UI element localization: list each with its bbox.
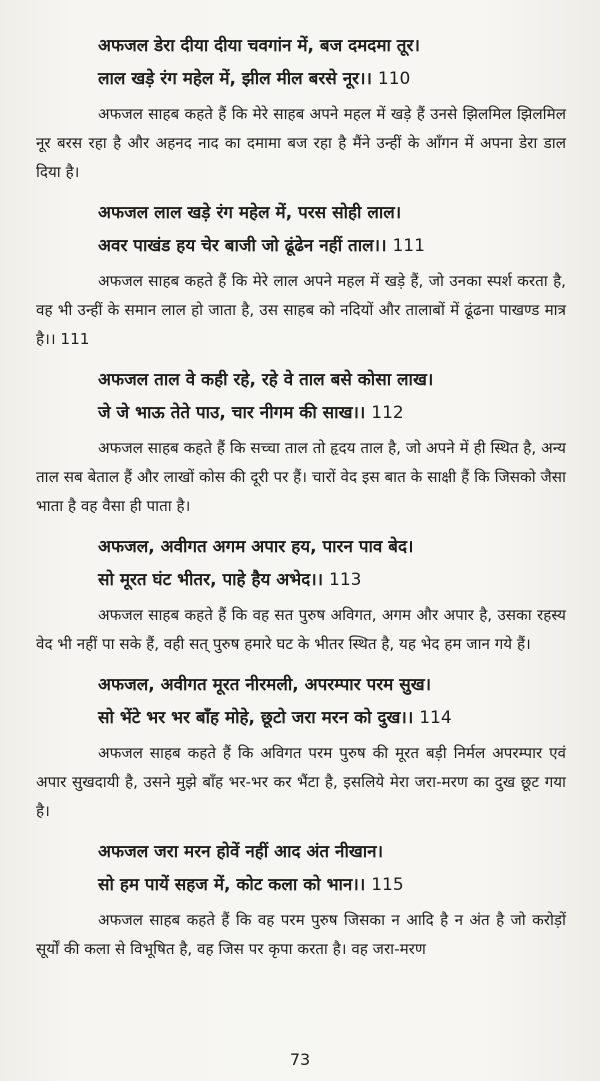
verse-line: जे जे भाऊ तेते पाउ, चार नीगम की साख।। 112 — [98, 403, 404, 423]
verse-number: 114 — [419, 708, 452, 728]
verse-block-114 — [36, 669, 566, 826]
verse-block-113 — [36, 531, 566, 659]
verse-number: 112 — [371, 403, 404, 423]
commentary-paragraph: अफजल साहब कहते हैं कि मेरे साहब अपने महल में खड़े हैं उनसे झिलमिल झिलमिल नूर बरस रहा है और अहनद नाद का दमामा बज रहा है मैंने उन्हीं के आँगन में अपना डेरा डाल दिया है। — [36, 105, 566, 181]
verse-number: 115 — [371, 875, 404, 895]
verse-block-115 — [36, 836, 566, 964]
page-content — [36, 30, 566, 974]
commentary-paragraph: अफजल साहब कहते हैं कि वह परम पुरुष जिसका न आदि है न अंत है जो करोड़ों सूर्यों की कला से विभूषित है, वह जिस पर कृपा करता है। वह जरा-मरण — [36, 911, 566, 958]
verse-line: अफजल ताल वे कही रहे, रहे वे ताल बसे कोसा लाख। — [98, 370, 434, 390]
verse-line: सो भेंटे भर भर बाँह मोहे, छूटो जरा मरन को दुख।। 114 — [98, 708, 452, 728]
verse-number: 111 — [392, 236, 425, 256]
commentary-paragraph: अफजल साहब कहते हैं कि सच्चा ताल तो हृदय ताल है, जो अपने में ही स्थित है, अन्य ताल सब बेताल हैं और लाखों कोस की दूरी पर हैं। चारों वेद इस बात के साक्षी हैं कि जिसको जैसा भाता है वह वैसा ही पाता है। — [36, 439, 566, 515]
verse-number: 110 — [377, 69, 411, 89]
commentary-paragraph: अफजल साहब कहते हैं कि वह सत पुरुष अविगत, अगम और अपार है, उसका रहस्य वेद भी नहीं पा सके हैं, वही सत् पुरुष हमारे घट के भीतर स्थित है, यह भेद हम जान गये हैं। — [36, 606, 566, 653]
commentary-paragraph: अफजल साहब कहते हैं कि अविगत परम पुरुष की मूरत बड़ी निर्मल अपरम्पार एवं अपार सुखदायी है, उसने मुझे बाँह भर-भर कर भैंटा है, इसलिये मेरा जरा-मरण का दुख छूट गया है। — [36, 744, 566, 820]
verse-block-112 — [36, 364, 566, 521]
verse-block-111 — [36, 197, 566, 354]
page-number: 73 — [289, 1050, 311, 1069]
verse-line: लाल खड़े रंग महेल में, झील मील बरसे नूर।। 110 — [98, 69, 411, 89]
verse-line: अफजल लाल खड़े रंग महेल में, परस सोही लाल। — [98, 203, 402, 223]
verse-line: सो मूरत घंट भीतर, पाहे हैय अभेद।। 113 — [98, 570, 362, 590]
verse-line: अफजल जरा मरन होवें नहीं आद अंत नीखान। — [98, 842, 384, 862]
verse-line: अवर पाखंड हय चेर बाजी जो ढूंढेन नहीं ताल।। 111 — [98, 236, 425, 256]
verse-line: अफजल, अवीगत अगम अपार हय, पारन पाव बेद। — [98, 537, 414, 557]
verse-number: 113 — [329, 570, 362, 590]
verse-line: सो हम पायें सहज में, कोट कला को भान।। 115 — [98, 875, 404, 895]
commentary-paragraph: अफजल साहब कहते हैं कि मेरे लाल अपने महल में खड़े हैं, जो उनका स्पर्श करता है, वह भी उन्हीं के समान लाल हो जाता है, उस साहब को नदियों और तालाबों में ढूंढना पाखण्ड मात्र है।। 111 — [36, 272, 566, 348]
verse-line: अफजल डेरा दीया दीया चवगांन में, बज दमदमा तूर। — [98, 36, 420, 56]
verse-block-110 — [36, 30, 566, 187]
verse-line: अफजल, अवीगत मूरत नीरमली, अपरम्पार परम सुख। — [98, 675, 432, 695]
